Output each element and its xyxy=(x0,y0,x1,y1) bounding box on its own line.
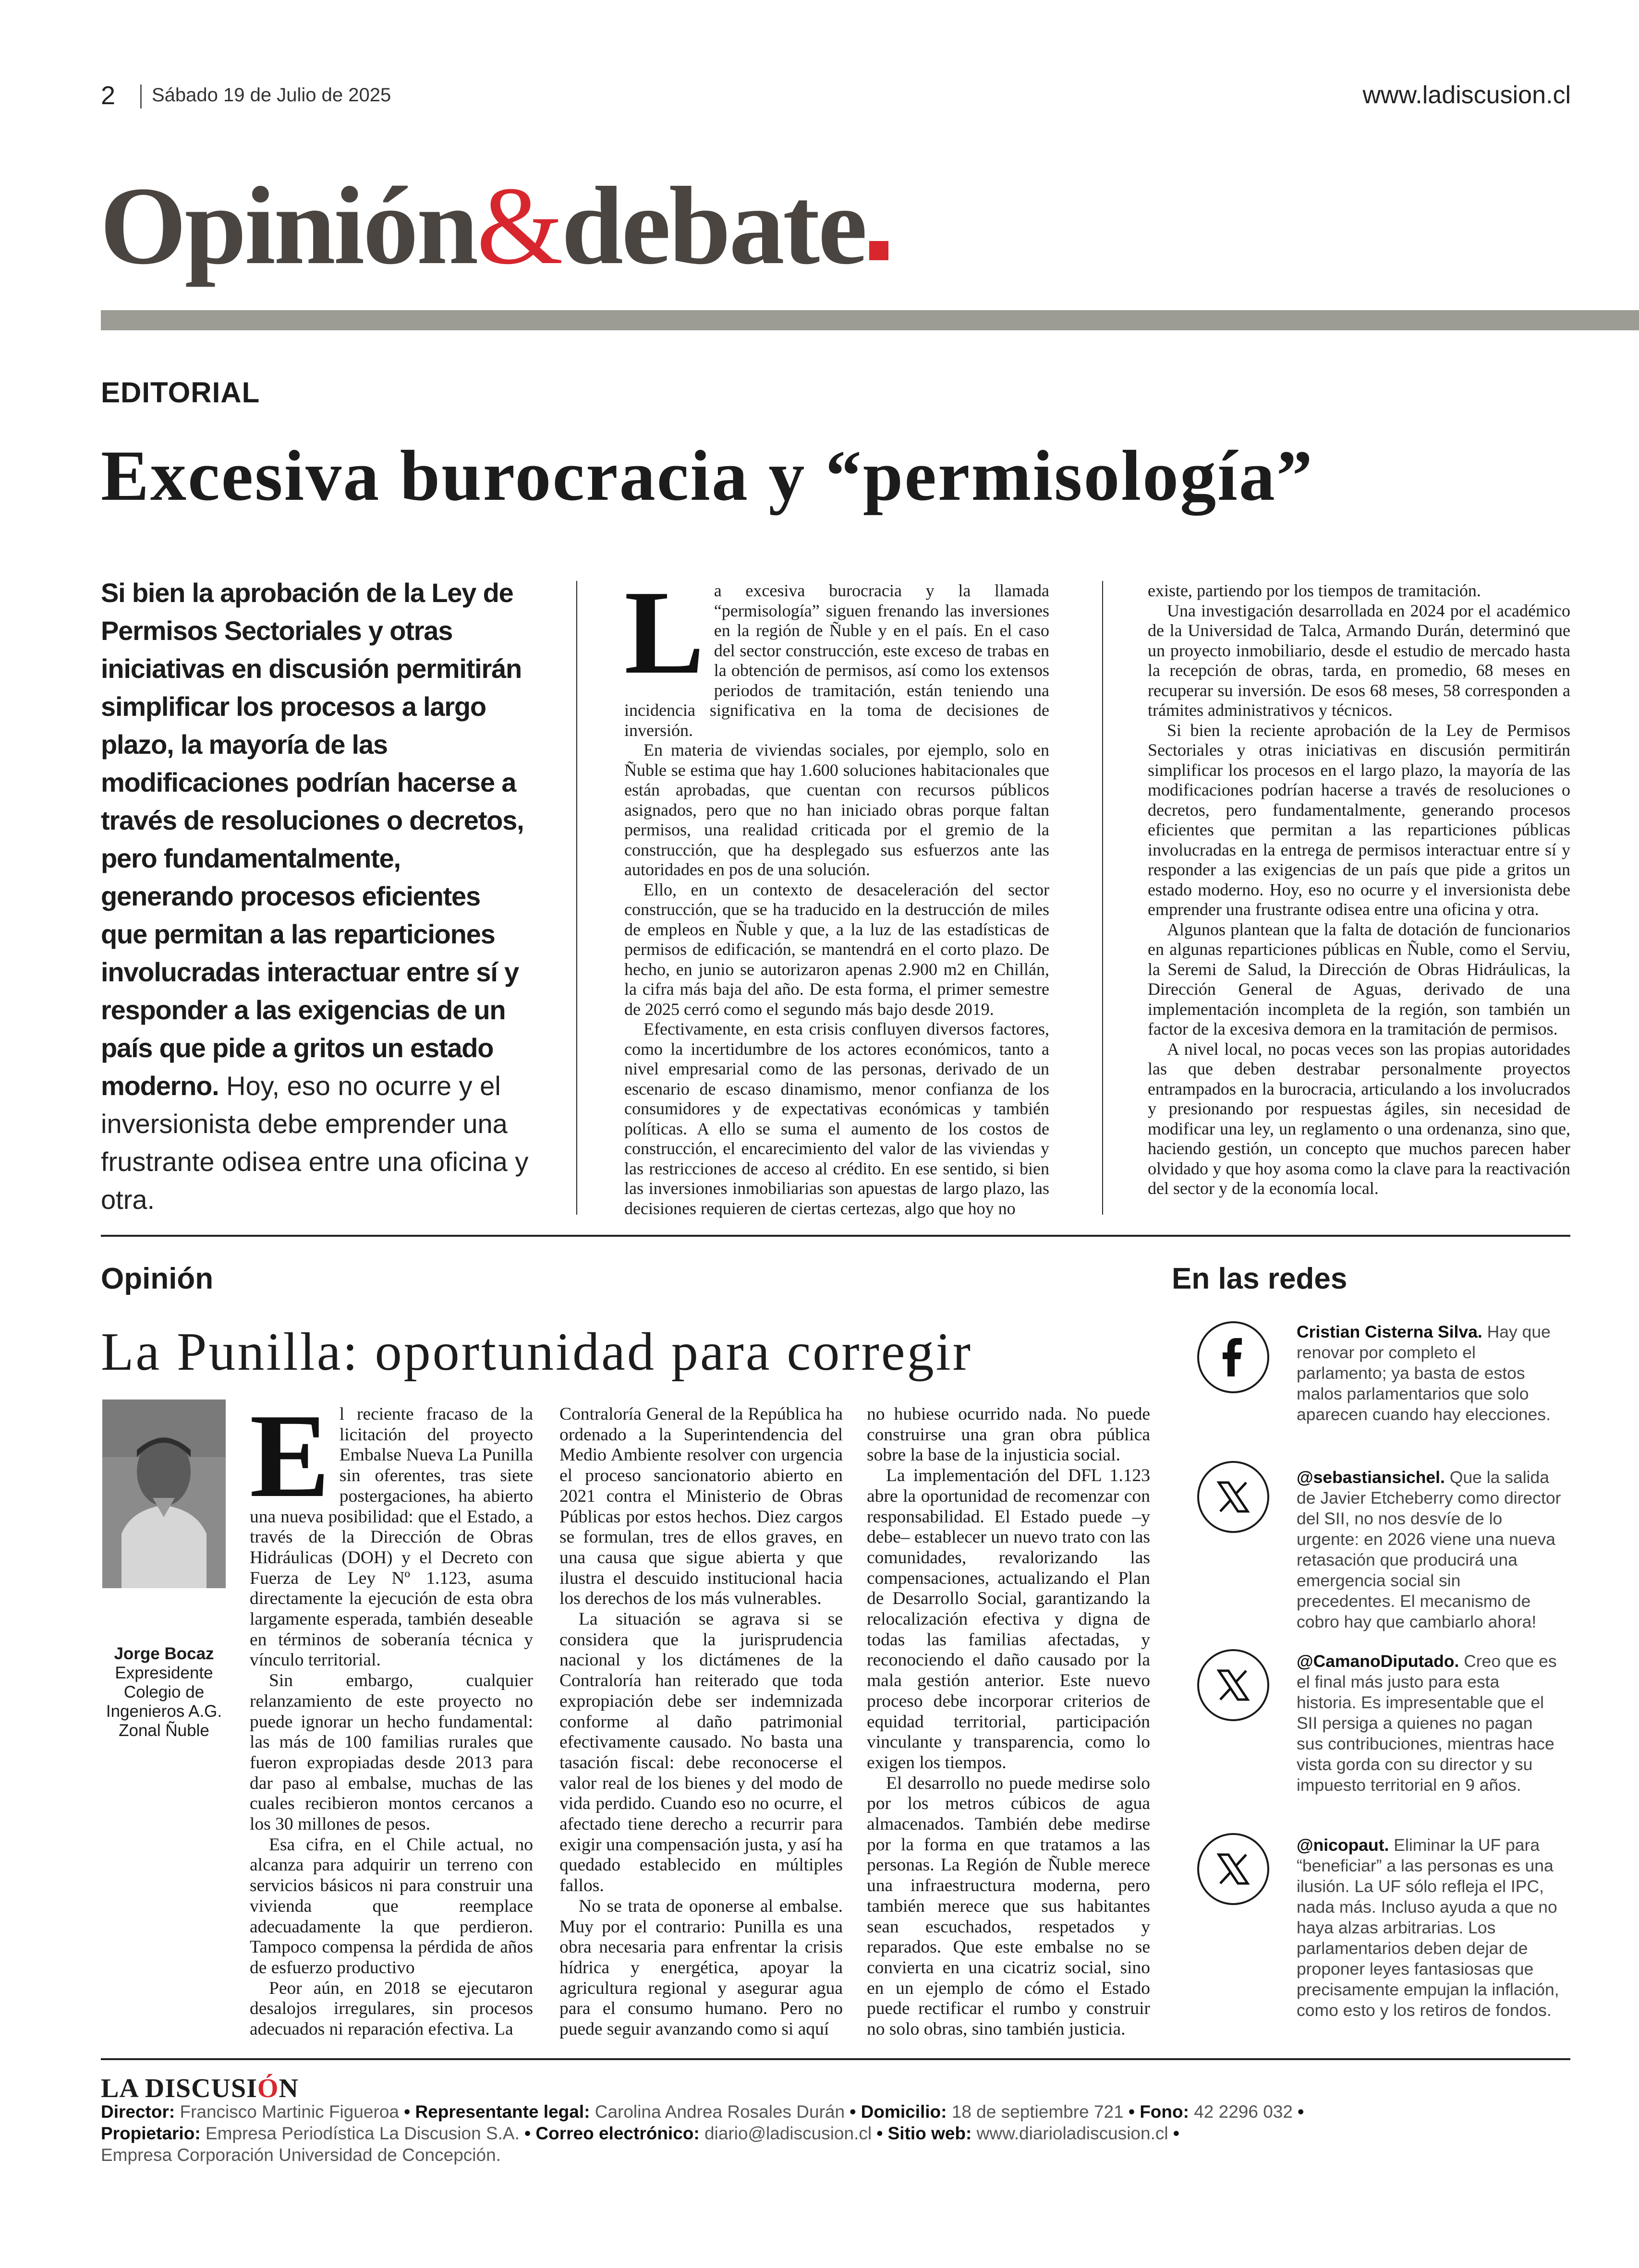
column-divider xyxy=(576,581,577,1215)
masthead-ampersand: & xyxy=(476,164,561,288)
footer-credits-line-1: Director: Francisco Martinic Figueroa • Representante legal: Carolina Andrea Rosales Durán • Domicilio: 18 de septiembre 721 • Fono: 42 2296 032 • xyxy=(101,2102,1304,2122)
opinion-paragraph: no hubiese ocurrido nada. No puede construirse una gran obra pública sobre la base de la injusticia social. xyxy=(867,1404,1150,1465)
opinion-column-1 xyxy=(250,1389,533,2040)
post-text: Eliminar la UF para “beneficiar” a las personas es una ilusión. La UF sólo refleja el IPC, nada más. Incluso ayuda a que no haya alzas arbitrarias. Los parlamentarios deben dejar de proponer leyes fantasiosas que precisamente empujan la inflación, como esto y los retiros de fondos. xyxy=(1297,1835,1559,2020)
footer-credits-line-3: Empresa Corporación Universidad de Concepción. xyxy=(101,2145,501,2165)
column-divider xyxy=(1102,581,1103,1215)
social-post xyxy=(1297,1322,1563,1425)
social-section-label: En las redes xyxy=(1172,1262,1348,1295)
author-role: Expresidente Colegio de Ingenieros A.G. Zonal Ñuble xyxy=(106,1664,222,1740)
header-divider xyxy=(140,84,142,109)
editorial-column-2 xyxy=(1148,581,1570,1199)
post-handle[interactable]: @CamanoDiputado. xyxy=(1297,1652,1459,1671)
post-handle[interactable]: Cristian Cisterna Silva. xyxy=(1297,1322,1482,1341)
opinion-paragraph: La implementación del DFL 1.123 abre la oportunidad de recomenzar con responsabilidad. El Estado puede –y debe– establecer un nuevo trato con las comunidades, revalorizando las compensaciones, actualizando el Plan de Desarrollo Social, garantizando la relocalización efectiva y digna de todas las familias afectadas, y reconociendo el daño causado por la mala gestión anterior. Este nuevo proceso debe incorporar criterios de equidad territorial, participación vinculante y transparencia, como lo exigen los tiempos. xyxy=(867,1466,1150,1773)
editorial-headline: Excesiva burocracia y “permisología” xyxy=(101,436,1314,516)
masthead-rule xyxy=(101,310,1639,330)
post-handle[interactable]: @nicopaut. xyxy=(1297,1835,1389,1855)
x-icon[interactable] xyxy=(1197,1461,1269,1533)
editorial-paragraph: A nivel local, no pocas veces son las propias autoridades las que deben destrabar personalmente proyectos entrampados en la burocracia, articulando a los involucrados y presionando por respuestas ágiles, sin necesidad de modificar una ley, un reglamento o una ordenanza, sino que, haciendo gestión, un concepto que muchos parecen haber olvidado y que hoy asoma como la clave para la reactivación del sector y de la economía local. xyxy=(1148,1039,1570,1198)
opinion-paragraph: La situación se agrava si se considera que la jurisprudencia nacional y los dictámenes de la Contraloría han reiterado que toda expropiación debe ser indemnizada conforme al daño patrimonial efectivamente causado. No basta una tasación fiscal: debe reconocerse el valor real de los bienes y del modo de vida perdido. Cuando eso no ocurre, el afectado tiene derecho a recurrir para exigir una compensación justa, y así ha quedado establecido en múltiples fallos. xyxy=(559,1609,843,1896)
website-link[interactable]: www.ladiscusion.cl xyxy=(1362,81,1571,109)
masthead-part1: Opinión xyxy=(100,164,477,288)
page-number: 2 xyxy=(101,81,116,110)
opinion-label: Opinión xyxy=(101,1262,214,1295)
drop-cap: L xyxy=(624,566,704,699)
site-link[interactable]: www.diarioladiscusion.cl xyxy=(976,2123,1168,2143)
newspaper-logo: LA DISCUSIÓN xyxy=(101,2074,299,2103)
footer-divider xyxy=(101,2058,1570,2060)
post-text: Que la salida de Javier Etcheberry como director del SII, no nos desvíe de lo urgente: en 2026 viene una nueva retasación que producirá una emergencia social sin precedentes. El mecanismo de cobro hay que cambiarlo ahora! xyxy=(1297,1468,1561,1631)
x-icon[interactable] xyxy=(1197,1833,1269,1905)
author-name: Jorge Bocaz xyxy=(114,1644,214,1663)
editorial-label: EDITORIAL xyxy=(101,376,260,409)
editorial-paragraph: Si bien la reciente aprobación de la Ley de Permisos Sectoriales y otras iniciativas en discusión permitirán simplificar los procesos en el largo plazo, la mayoría de las modificaciones podrían hacerse a través de resoluciones o decretos, pero fundamentalmente, generando procesos eficientes que permitan a las reparticiones públicas involucradas en la entrega de permisos interactuar entre sí y responder a las exigencias de un país que pide a gritos un estado moderno. Hoy, eso no ocurre y el inversionista debe emprender una frustrante odisea entre una oficina y otra. xyxy=(1148,720,1570,919)
editorial-paragraph: En materia de viviendas sociales, por ejemplo, solo en Ñuble se estima que hay 1.600 soluciones habitacionales que están aprobadas, que cuentan con recursos públicos asignados, pero que no han iniciado obras porque faltan permisos, una realidad criticada por el gremio de la construcción, que ha desplegado sus esfuerzos ante las autoridades en pos de una solución. xyxy=(624,740,1049,879)
social-post xyxy=(1297,1467,1563,1632)
opinion-paragraph: Esa cifra, en el Chile actual, no alcanza para adquirir un terreno con servicios básicos ni para construir una vivienda que reemplace adecuadamente la que perdieron. Tampoco compensa la pérdida de años de esfuerzo productivo xyxy=(250,1834,533,1978)
opinion-column-2 xyxy=(559,1404,843,2040)
post-handle[interactable]: @sebastiansichel. xyxy=(1297,1468,1445,1487)
editorial-deck-bold: Si bien la aprobación de la Ley de Permisos Sectoriales y otras iniciativas en discusión permitirán simplificar los procesos a largo plazo, la mayoría de las modificaciones podrían hacerse a través de resoluciones o decretos, pero fundamentalmente, generando procesos eficientes que permitan a las reparticiones involucradas interactuar entre sí y responder a las exigencias de un país que pide a gritos un estado moderno. xyxy=(101,578,524,1101)
social-post xyxy=(1297,1835,1563,2021)
author-byline xyxy=(102,1644,226,1740)
opinion-paragraph: Peor aún, en 2018 se ejecutaron desalojos irregulares, sin procesos adecuados ni reparación efectiva. La xyxy=(250,1978,533,2039)
editorial-paragraph: Una investigación desarrollada en 2024 por el académico de la Universidad de Talca, Armando Durán, determinó que un proyecto inmobiliario, desde el estudio de mercado hasta la recepción de obras, tarda, en promedio, 68 meses en recuperar su inversión. De esos 68 meses, 58 corresponden a trámites administrativos y técnicos. xyxy=(1148,601,1570,720)
editorial-paragraph: Efectivamente, en esta crisis confluyen diversos factores, como la incertidumbre de los actores económicos, tanto a nivel empresarial como de las personas, derivado de un escenario de escaso dinamismo, menor confianza de los consumidores y de expectativas económicas y también políticas. A ello se suma el aumento de los costos de construcción, el encarecimiento del valor de las viviendas y las restricciones de acceso al crédito. En ese sentido, si bien las inversiones inmobiliarias son apuestas de largo plazo, las decisiones requieren de ciertas certezas, algo que hoy no xyxy=(624,1019,1049,1218)
editorial-paragraph: Algunos plantean que la falta de dotación de funcionarios en algunas reparticiones públicas en Ñuble, como el Serviu, la Seremi de Salud, la Dirección de Obras Hidráulicas, la Dirección General de Aguas, derivado de una implementación incompleta de la región, son también un factor de la excesiva demora en la tramitación de permisos. xyxy=(1148,919,1570,1038)
editorial-deck xyxy=(101,574,533,1218)
opinion-paragraph: No se trata de oponerse al embalse. Muy por el contrario: Punilla es una obra necesaria para enfrentar la crisis hídrica y energética, apoyar la agricultura regional y asegurar agua para el consumo humano. Pero no puede seguir avanzando como si aquí xyxy=(559,1896,843,2039)
editorial-paragraph: La excesiva burocracia y la llamada “permisología” siguen frenando las inversiones en la región de Ñuble y en el país. En el caso del sector construcción, este exceso de trabas en la obtención de permisos, así como los extensos periodos de tramitación, están teniendo una incidencia significativa en la toma de decisiones de inversión. xyxy=(624,566,1049,740)
opinion-paragraph: El reciente fracaso de la licitación del proyecto Embalse Nueva La Punilla sin oferentes, tras siete postergaciones, ha abierto una nueva posibilidad: que el Estado, a través de la Dirección de Obras Hidráulicas (DOH) y el Decreto con Fuerza de Ley Nº 1.123, asuma directamente la ejecución de esta obra largamente esperada, también deseable en términos de soberanía técnica y vínculo territorial. xyxy=(250,1389,533,1670)
editorial-column-1 xyxy=(624,566,1049,1218)
issue-date: Sábado 19 de Julio de 2025 xyxy=(152,84,391,106)
opinion-paragraph: Contraloría General de la República ha ordenado a la Superintendencia del Medio Ambiente resolver con urgencia el proceso sancionatorio abierto en 2021 contra el Ministerio de Obras Públicas por estos hechos. Diez cargos se formulan, tres de ellos graves, en una causa que sigue abierta y que ilustra el descuido institucional hacia los derechos de los más vulnerables. xyxy=(559,1404,843,1609)
email-link[interactable]: diario@ladiscusion.cl xyxy=(704,2123,872,2143)
footer-credits-line-2: Propietario: Empresa Periodística La Discusion S.A. • Correo electrónico: diario@ladiscusion.cl • Sitio web: www.diarioladiscusion.cl • xyxy=(101,2123,1179,2143)
section-divider xyxy=(101,1235,1570,1237)
opinion-headline: La Punilla: oportunidad para corregir xyxy=(101,1322,972,1382)
section-masthead xyxy=(100,164,888,288)
opinion-paragraph: El desarrollo no puede medirse solo por los metros cúbicos de agua almacenados. También debe medirse por la forma en que tratamos a las personas. La Región de Ñuble merece una infraestructura moderna, pero también merece que sus habitantes sean escuchados, respetados y reparados. Que este embalse no se convierta en una cicatriz social, sino en un ejemplo de cómo el Estado puede rectificar el rumbo y construir no solo obras, sino también justicia. xyxy=(867,1773,1150,2039)
x-icon[interactable] xyxy=(1197,1649,1269,1721)
opinion-column-3 xyxy=(867,1404,1150,2040)
masthead-red-dot xyxy=(869,241,888,260)
editorial-paragraph: Ello, en un contexto de desaceleración del sector construcción, que se ha traducido en la destrucción de miles de empleos en Ñuble y que, a la luz de las estadísticas de permisos de edificación, se mantendrá en el corto plazo. De hecho, en junio se autorizaron apenas 2.900 m2 en Chillán, la cifra más baja del año. De esta forma, el primer semestre de 2025 cerró como el segundo más bajo desde 2019. xyxy=(624,880,1049,1019)
editorial-deck-normal: Hoy, eso no ocurre y el inversionista debe emprender una frustrante odisea entre una oficina y otra. xyxy=(101,1071,529,1215)
masthead-part2: debate xyxy=(561,164,866,288)
post-text: Hay que renovar por completo el parlamento; ya basta de estos malos parlamentarios que solo aparecen cuando hay elecciones. xyxy=(1297,1322,1551,1424)
social-post xyxy=(1297,1651,1563,1796)
drop-cap: E xyxy=(250,1389,330,1522)
facebook-icon[interactable] xyxy=(1197,1321,1269,1393)
post-text: Creo que es el final más justo para esta historia. Es impresentable que el SII persiga a quienes no pagan sus contribuciones, mientras hace vista gorda con su director y su impuesto territorial en 9 años. xyxy=(1297,1652,1557,1795)
editorial-paragraph: existe, partiendo por los tiempos de tramitación. xyxy=(1148,581,1481,600)
author-photo xyxy=(102,1399,226,1588)
opinion-paragraph: Sin embargo, cualquier relanzamiento de este proyecto no puede ignorar un hecho fundamental: las más de 100 familias rurales que fueron expropiadas desde 2013 para dar paso al embalse, muchas de las cuales recibieron montos cercanos a los 30 millones de pesos. xyxy=(250,1671,533,1834)
